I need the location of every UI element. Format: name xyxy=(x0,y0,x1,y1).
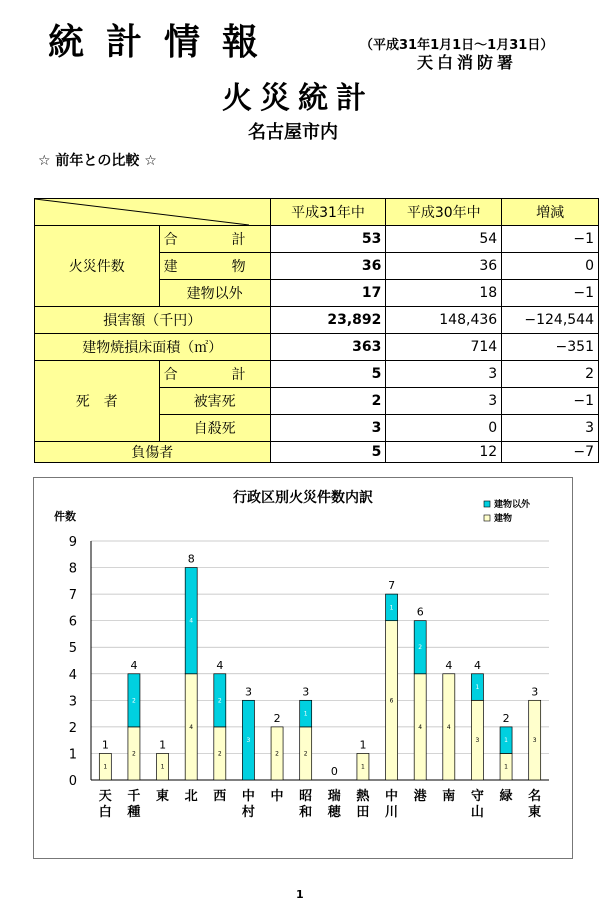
y-tick-label: 2 xyxy=(68,720,77,736)
cell-previous: 36 xyxy=(386,253,502,280)
x-tick-label: 緑 xyxy=(499,789,513,804)
cell-previous: 714 xyxy=(386,334,502,361)
cell-previous: 148,436 xyxy=(386,307,502,334)
cell-current: 2 xyxy=(270,388,386,415)
area-label: 名古屋市内 xyxy=(248,122,338,143)
fire-stats-table xyxy=(34,198,599,463)
segment-label: 2 xyxy=(275,750,279,758)
legend-label: 建物 xyxy=(494,514,513,524)
comparison-heading: ☆ 前年との比較 ☆ xyxy=(38,153,157,169)
legend-swatch-other xyxy=(484,501,490,507)
cell-change: 2 xyxy=(502,361,599,388)
segment-label: 3 xyxy=(475,737,480,745)
y-tick-label: 5 xyxy=(68,641,77,657)
segment-label: 1 xyxy=(504,737,508,745)
cell-previous: 3 xyxy=(386,388,502,415)
x-tick-label: 種 xyxy=(127,805,141,820)
x-tick-label: 北 xyxy=(184,789,198,804)
cell-current: 17 xyxy=(270,280,386,307)
segment-label: 1 xyxy=(504,763,508,771)
station-name: 天白消防署 xyxy=(417,53,518,72)
cell-change: −351 xyxy=(502,334,599,361)
legend-swatch-building xyxy=(484,515,490,521)
table-row xyxy=(35,226,599,253)
y-tick-label: 4 xyxy=(68,667,77,683)
x-tick-label: 中 xyxy=(270,789,284,804)
segment-label: 3 xyxy=(246,737,251,745)
column-header: 増減 xyxy=(502,199,599,226)
row-group-label: 火災件数 xyxy=(35,226,160,307)
row-label: 損害額（千円） xyxy=(35,307,271,334)
x-tick-label: 港 xyxy=(413,789,427,804)
segment-label: 4 xyxy=(418,723,423,731)
page-number: 1 xyxy=(296,888,304,901)
segment-label: 2 xyxy=(132,750,136,758)
row-sub-label: 建物以外 xyxy=(159,280,270,307)
table-row xyxy=(35,442,599,463)
total-label: 1 xyxy=(101,738,109,752)
section-title: 火災統計 xyxy=(222,81,374,116)
x-tick-label: 和 xyxy=(299,805,313,820)
segment-label: 2 xyxy=(132,697,136,705)
cell-change: −7 xyxy=(502,442,599,463)
x-tick-label: 山 xyxy=(470,805,484,820)
cell-previous: 3 xyxy=(386,361,502,388)
segment-label: 2 xyxy=(418,644,423,652)
total-label: 8 xyxy=(187,552,195,566)
table-row xyxy=(35,361,599,388)
row-sub-label: 建 物 xyxy=(159,253,270,280)
row-sub-label: 合 計 xyxy=(159,226,270,253)
legend-label: 建物以外 xyxy=(494,500,531,510)
x-tick-label: 田 xyxy=(356,805,370,820)
total-label: 2 xyxy=(502,711,510,725)
y-tick-label: 3 xyxy=(68,694,77,710)
y-tick-label: 1 xyxy=(68,747,77,763)
x-tick-label: 穂 xyxy=(327,805,341,820)
chart-panel xyxy=(33,477,573,859)
column-header: 平成30年中 xyxy=(386,199,502,226)
column-header: 平成31年中 xyxy=(270,199,386,226)
total-label: 1 xyxy=(159,738,167,752)
total-label: 3 xyxy=(244,685,252,699)
segment-label: 4 xyxy=(446,723,451,731)
table-corner-cell xyxy=(35,199,271,226)
y-tick-label: 8 xyxy=(68,561,77,577)
x-tick-label: 中 xyxy=(385,789,399,804)
x-tick-label: 村 xyxy=(241,805,255,820)
cell-change: −1 xyxy=(502,388,599,415)
total-label: 4 xyxy=(130,658,138,672)
cell-previous: 0 xyxy=(386,415,502,442)
x-tick-label: 東 xyxy=(528,805,542,820)
x-tick-label: 天 xyxy=(98,789,112,804)
period-label: （平成31年1月1日～1月31日） xyxy=(360,38,554,53)
row-sub-label: 自殺死 xyxy=(159,415,270,442)
total-label: 3 xyxy=(531,685,539,699)
segment-label: 4 xyxy=(189,723,194,731)
cell-previous: 12 xyxy=(386,442,502,463)
x-tick-label: 川 xyxy=(385,805,399,820)
segment-label: 6 xyxy=(389,697,394,705)
cell-current: 5 xyxy=(270,361,386,388)
x-tick-label: 白 xyxy=(98,805,112,820)
table-row xyxy=(35,307,599,334)
x-tick-label: 名 xyxy=(528,789,542,804)
cell-change: −1 xyxy=(502,226,599,253)
y-axis-label: 件数 xyxy=(54,510,76,523)
total-label: 6 xyxy=(416,605,424,619)
cell-current: 23,892 xyxy=(270,307,386,334)
x-tick-label: 守 xyxy=(470,789,484,804)
chart-legend xyxy=(484,498,531,524)
cell-current: 363 xyxy=(270,334,386,361)
total-label: 3 xyxy=(302,685,310,699)
diagonal-line xyxy=(35,199,249,225)
y-tick-label: 9 xyxy=(68,535,77,550)
row-sub-label: 被害死 xyxy=(159,388,270,415)
segment-label: 1 xyxy=(389,604,394,612)
chart-title: 行政区別火災件数内訳 xyxy=(233,490,373,506)
row-label: 建物焼損床面積（㎡） xyxy=(35,334,271,361)
cell-change: −1 xyxy=(502,280,599,307)
segment-label: 2 xyxy=(303,750,308,758)
cell-current: 36 xyxy=(270,253,386,280)
segment-label: 3 xyxy=(532,737,537,745)
segment-label: 1 xyxy=(475,684,480,692)
total-label: 2 xyxy=(273,711,281,725)
page-title: 統計情報 xyxy=(48,22,281,63)
total-label: 4 xyxy=(473,658,481,672)
cell-change: 3 xyxy=(502,415,599,442)
x-tick-label: 東 xyxy=(156,789,170,804)
segment-label: 2 xyxy=(217,750,222,758)
total-label: 0 xyxy=(330,765,338,778)
x-tick-label: 西 xyxy=(213,789,227,804)
cell-change: 0 xyxy=(502,253,599,280)
cell-current: 53 xyxy=(270,226,386,253)
total-label: 4 xyxy=(216,658,224,672)
segment-label: 4 xyxy=(189,617,194,625)
total-label: 7 xyxy=(388,579,396,593)
cell-current: 5 xyxy=(270,442,386,463)
total-label: 1 xyxy=(359,738,367,752)
y-tick-label: 0 xyxy=(68,774,77,789)
row-label: 負傷者 xyxy=(35,442,271,463)
x-tick-label: 中 xyxy=(241,789,255,804)
segment-label: 1 xyxy=(103,763,108,771)
segment-label: 1 xyxy=(303,710,308,718)
y-tick-label: 6 xyxy=(68,614,77,630)
cell-previous: 18 xyxy=(386,280,502,307)
segment-label: 1 xyxy=(160,763,165,771)
table-row xyxy=(35,334,599,361)
cell-change: −124,544 xyxy=(502,307,599,334)
row-group-label: 死 者 xyxy=(35,361,160,442)
segment-label: 2 xyxy=(217,697,222,705)
cell-current: 3 xyxy=(270,415,386,442)
x-tick-label: 南 xyxy=(442,789,456,804)
table-header-row xyxy=(35,199,599,226)
row-sub-label: 合 計 xyxy=(159,361,270,388)
segment-label: 1 xyxy=(361,763,365,771)
y-tick-label: 7 xyxy=(68,588,77,604)
x-tick-label: 瑞 xyxy=(327,789,341,804)
cell-previous: 54 xyxy=(386,226,502,253)
x-tick-label: 千 xyxy=(127,789,141,804)
stacked-bar-chart xyxy=(34,478,572,858)
x-tick-label: 昭 xyxy=(299,789,313,804)
x-tick-label: 熱 xyxy=(356,789,370,804)
total-label: 4 xyxy=(445,658,453,672)
